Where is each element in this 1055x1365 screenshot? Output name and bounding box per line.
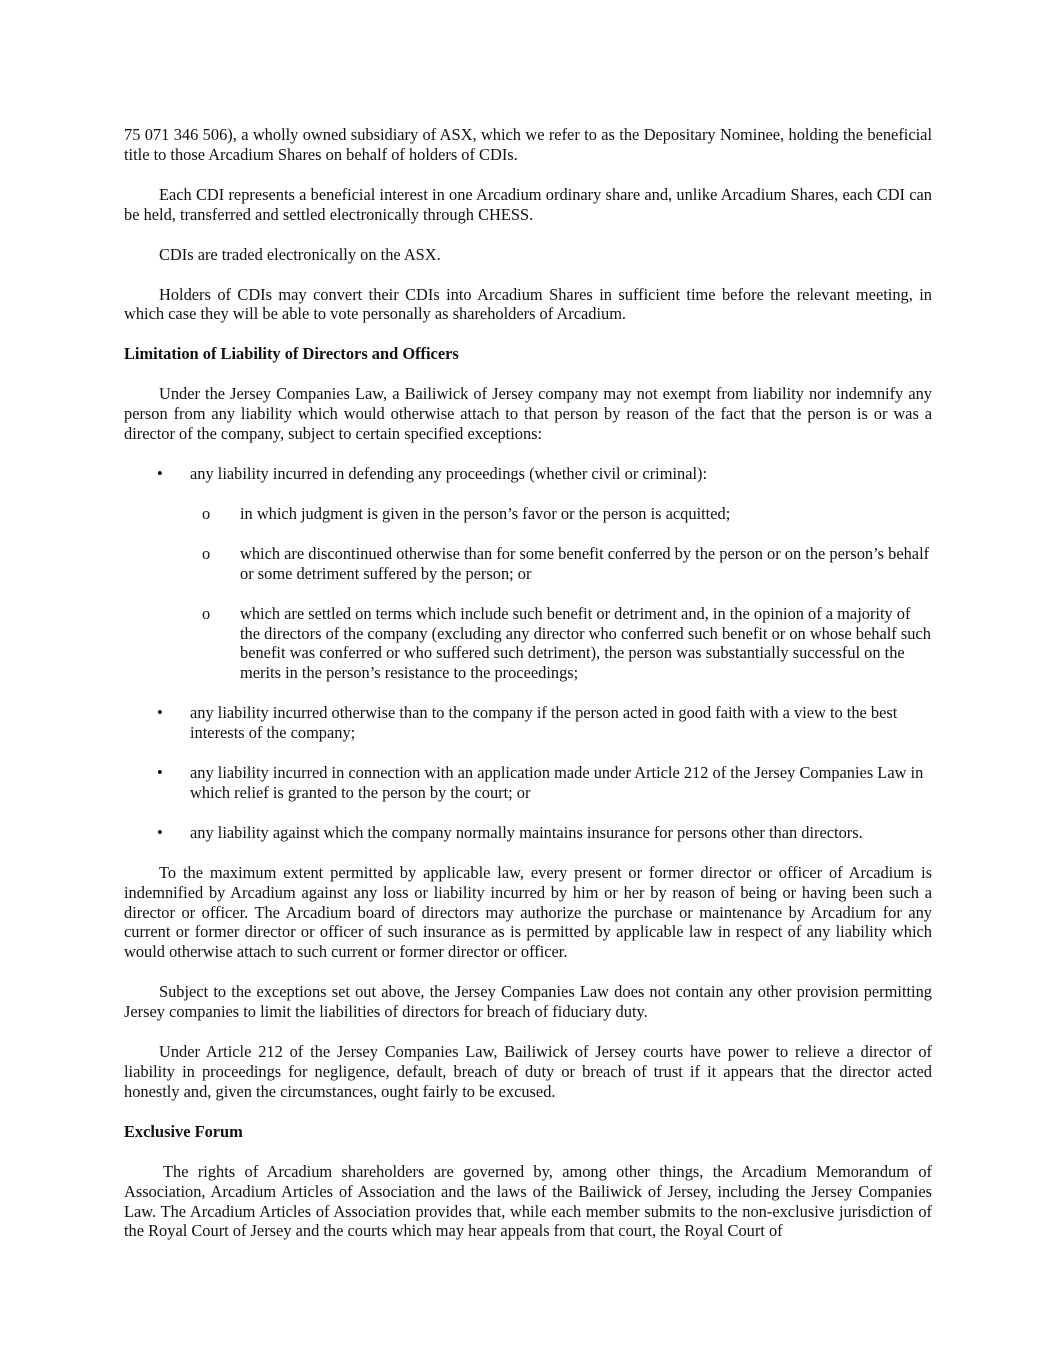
paragraph-fiduciary-duty: Subject to the exceptions set out above, the Jersey Companies Law does not contain any other provision permitting Jersey companies to limit the liabilities of directors for breach of fiduciary duty. — [124, 982, 932, 1022]
sub-bullet-marker: o — [202, 603, 211, 623]
section-heading-limitation-liability: Limitation of Liability of Directors and Officers — [124, 344, 459, 364]
document-page — [124, 125, 932, 1261]
list-item — [124, 823, 932, 843]
paragraph-article-212: Under Article 212 of the Jersey Companies Law, Bailiwick of Jersey courts have power to relieve a director of liability in proceedings for negligence, default, breach of duty or breach of trust if it appears that the director acted honestly and, given the circumstances, ought fairly to be excused. — [124, 1042, 932, 1101]
list-item-text: any liability incurred in defending any proceedings (whether civil or criminal): — [190, 463, 708, 483]
paragraph-cdi-interest: Each CDI represents a beneficial interest in one Arcadium ordinary share and, unlike Arcadium Shares, each CDI can be held, transferred and settled electronically through CHESS. — [124, 184, 932, 224]
paragraph-depositary-nominee: 75 071 346 506), a wholly owned subsidiary of ASX, which we refer to as the Depositary Nominee, holding the beneficial title to those Arcadium Shares on behalf of holders of CDIs. — [124, 125, 932, 164]
list-item — [124, 464, 932, 484]
list-item-text: any liability incurred in connection with an application made under Article 212 of the Jersey Companies Law in which relief is granted to the person by the court; or — [190, 763, 924, 802]
section-heading-exclusive-forum: Exclusive Forum — [124, 1121, 243, 1141]
paragraph-shareholder-rights: The rights of Arcadium shareholders are governed by, among other things, the Arcadium Memorandum of Association, Arcadium Articles of Association and the laws of the Bailiwick of Jersey, including the Jersey Companies Law. The Arcadium Articles of Association provides that, while each member submits to the non-exclusive jurisdiction of the Royal Court of Jersey and the courts which may hear appeals from that court, the Royal Court of — [124, 1161, 932, 1241]
sub-list-item-text: which are discontinued otherwise than for some benefit conferred by the person or on the person’s behalf or some detriment suffered by the person; or — [240, 543, 930, 583]
sub-list-item-text: in which judgment is given in the person’s favor or the person is acquitted; — [240, 503, 731, 523]
sub-bullet-marker: o — [202, 543, 211, 563]
list-item-text: any liability incurred otherwise than to the company if the person acted in good faith with a view to the best interests of the company; — [190, 703, 898, 743]
list-item — [124, 763, 932, 803]
paragraph-indemnification: To the maximum extent permitted by applicable law, every present or former director or officer of Arcadium is indemnified by Arcadium against any loss or liability incurred by him or her by reason of being or having been such a director or officer. The Arcadium board of directors may authorize the purchase or maintenance by Arcadium for any current or former director or officer of such insurance as is permitted by applicable law in respect of any liability which would otherwise attach to such current or former director or officer. — [124, 862, 932, 962]
bullet-marker: • — [157, 822, 163, 842]
sub-bullet-marker: o — [202, 503, 211, 523]
paragraph-cdi-convert: Holders of CDIs may convert their CDIs into Arcadium Shares in sufficient time before the relevant meeting, in which case they will be able to vote personally as shareholders of Arcadium. — [124, 284, 932, 324]
sub-list-item — [124, 604, 932, 684]
bullet-marker: • — [157, 463, 163, 483]
list-item — [124, 703, 932, 743]
sub-list-item-text: which are settled on terms which include such benefit or detriment and, in the opinion of a majority of the directors of the company (excluding any director who conferred such benefit or on whose behalf such benefit was conferred or who suffered such detriment), the person was substantially successful on the merits in the person’s resistance to the proceedings; — [240, 603, 931, 683]
paragraph-cdi-traded: CDIs are traded electronically on the ASX. — [159, 244, 441, 264]
sub-list-item — [124, 504, 932, 524]
list-item-text: any liability against which the company normally maintains insurance for persons other than directors. — [190, 822, 863, 842]
bullet-marker: • — [157, 763, 163, 783]
bullet-marker: • — [157, 703, 163, 723]
sub-list-item — [124, 544, 932, 584]
paragraph-jersey-companies-law: Under the Jersey Companies Law, a Bailiwick of Jersey company may not exempt from liability nor indemnify any person from any liability which would otherwise attach to that person by reason of the fact that the person is or was a director of the company, subject to certain specified exceptions: — [124, 384, 932, 444]
